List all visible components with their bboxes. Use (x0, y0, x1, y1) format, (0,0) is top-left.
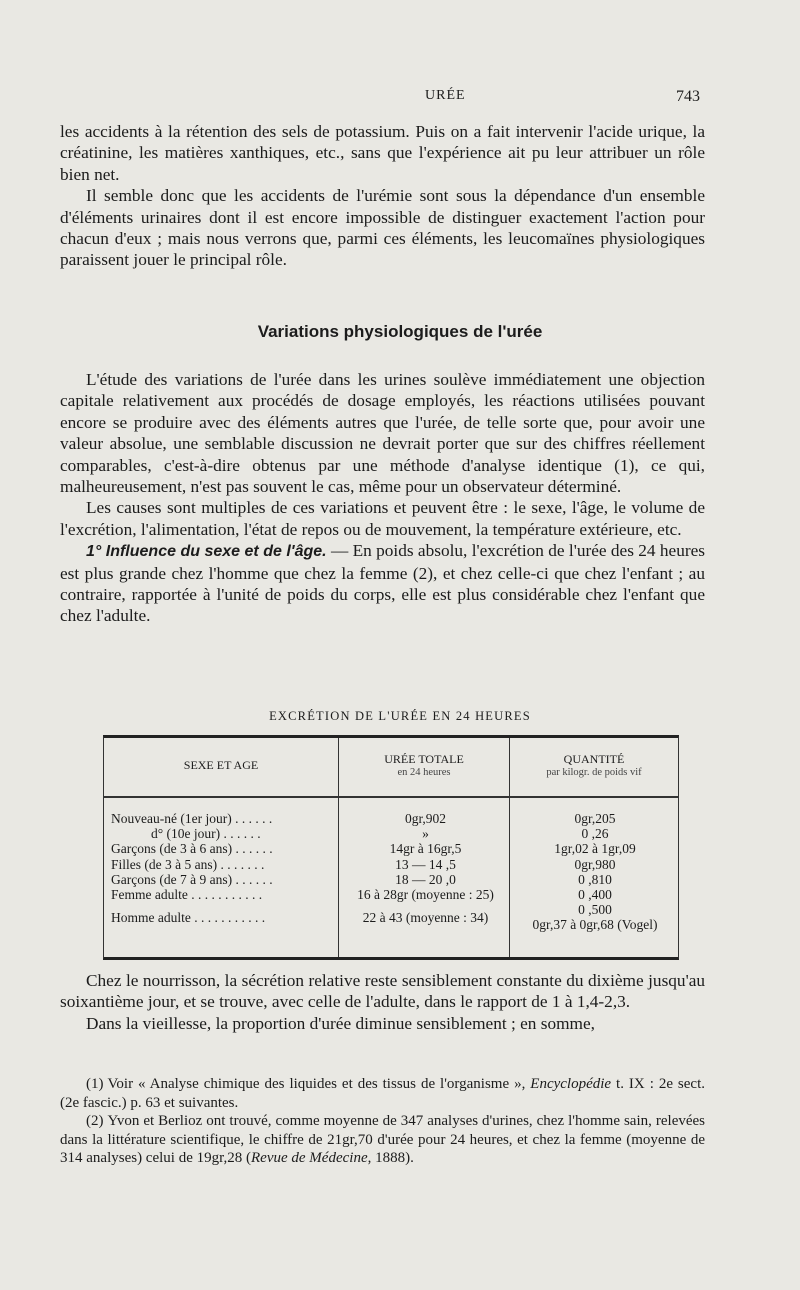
table-cell-per-kg: 0gr,37 à 0gr,68 (Vogel) (532, 917, 658, 933)
influence-heading: 1° Influence du sexe et de l'âge. (86, 543, 327, 561)
table-cell-per-kg: 0 ,810 (578, 871, 612, 887)
table-cell-per-kg: 0 ,26 (581, 826, 609, 842)
body-paragraph: Les causes sont multiples de ces variations et peuvent être : le sexe, l'âge, le volume de l'excrétion, l'alimentation, l'état de repos ou de mouvement, la température extérieure, etc. (60, 498, 705, 539)
intro-text (60, 121, 705, 271)
table-cell-per-kg: 1gr,02 à 1gr,09 (554, 841, 636, 857)
journal-title: Encyclopédie (530, 1076, 612, 1092)
total-urea-column (342, 811, 509, 925)
body-paragraph: L'étude des variations de l'urée dans les urines soulève immédiatement une objection capitale relativement aux procédés de dosage employés, les réactions utilisées pouvant encore se produire avec des éléments autres que l'urée, de telle sorte que, pour avoir une valeur absolue, une semblable discussion ne devrait porter que sur des chiffres réellement comparables, c'est-à-dire obtenus par une méthode d'analyse identique (1), ce qui, malheureusement, n'est pas souvent le cas, même pour un observateur déterminé. (60, 370, 705, 497)
page-header (60, 88, 700, 110)
per-kg-column (512, 811, 678, 933)
page-number: 743 (676, 88, 700, 105)
table-cell-per-kg: 0 ,400 (578, 886, 612, 902)
table-cell-total: 13 — 14 ,5 (395, 856, 456, 872)
table-row-label: Garçons (de 3 à 6 ans) . . . . . . (111, 841, 273, 857)
journal-title: Revue de Médecine (251, 1150, 368, 1166)
table-caption: EXCRÉTION DE L'URÉE EN 24 HEURES (269, 709, 531, 723)
column-header-sex-age: SEXE ET AGE (183, 758, 259, 772)
footnote-number: (2) (86, 1113, 104, 1129)
footnote: (2) Yvon et Berlioz ont trouvé, comme moyenne de 347 analyses d'urines, chez l'homme sain, relevées dans la littérature scientifique, le chiffre de 21gr,70 d'urée pour 24 heures, et chez la femme (moyenne de 314 analyses) celui de 19gr,28 (Revue de Médecine, 1888). (60, 1113, 705, 1166)
influence-paragraph (60, 540, 705, 627)
footnotes (60, 1075, 705, 1168)
table-cell-total: 18 — 20 ,0 (395, 871, 456, 887)
header-rule (104, 796, 678, 798)
table-cell-total: » (422, 826, 429, 842)
footnote: (1) Voir « Analyse chimique des liquides et des tissus de l'organisme », Encyclopédie t. IX : 2e sect. (2e fascic.) p. 63 et suivantes. (60, 1076, 705, 1111)
column-header-per-kg: QUANTITÉ par kilogr. de poids vif (546, 752, 642, 778)
table-cell-per-kg: 0gr,980 (574, 856, 616, 872)
footnote-number: (1) (86, 1076, 104, 1092)
section-title: Variations physiologiques de l'urée (257, 322, 543, 341)
sex-age-column (111, 811, 341, 925)
table-cell-total: 0gr,902 (404, 811, 447, 826)
table-cell-total: 14gr à 16gr,5 (389, 841, 462, 857)
table-row-label: Homme adulte . . . . . . . . . . . (111, 910, 266, 926)
intro-paragraph: les accidents à la rétention des sels de potassium. Puis on a fait intervenir l'acide urique, la créatinine, les matières xanthiques, etc., sans que l'expérience ait pu leur attribuer un rôle bien net. (60, 122, 705, 184)
table-row-label: Femme adulte . . . . . . . . . . . (111, 886, 263, 902)
after-table-text (60, 970, 705, 1034)
table-cell-per-kg: 0gr,205 (574, 811, 616, 826)
table-cell-per-kg: 0 ,500 (578, 902, 612, 918)
column-header-total-urea: URÉE TOTALE en 24 heures (384, 752, 464, 778)
running-head: URÉE (425, 88, 466, 103)
table-cell-total: 16 à 28gr (moyenne : 25) (357, 886, 494, 902)
intro-paragraph: Il semble donc que les accidents de l'urémie sont sous la dépendance d'un ensemble d'éléments urinaires dont il est encore impossible de distinguer exactement l'action pour chacun d'eux ; mais nous verrons que, parmi ces éléments, les leucomaïnes physiologiques paraissent jouer le principal rôle. (60, 186, 705, 270)
table-cell-total: 22 à 43 (moyenne : 34) (362, 910, 489, 926)
table-row-label: d° (10e jour) . . . . . . (151, 826, 261, 842)
body-paragraph: Chez le nourrisson, la sécrétion relative reste sensiblement constante du dixième jusqu'au soixantième jour, et se trouve, avec celle de l'adulte, dans le rapport de 1 à 1,4-2,3. (60, 971, 705, 1012)
table-row-label: Garçons (de 7 à 9 ans) . . . . . . (111, 871, 273, 887)
table-row-label: Nouveau-né (1er jour) . . . . . . (111, 811, 273, 826)
urea-excretion-table (103, 735, 679, 960)
section-text (60, 369, 705, 627)
body-paragraph: Dans la vieillesse, la proportion d'urée diminue sensiblement ; en somme, (86, 1013, 595, 1033)
influence-text: — En poids absolu, l'excrétion de l'urée des 24 heures est plus grande chez l'homme que chez la femme (2), et chez celle-ci que chez l'enfant ; au contraire, rapportée à l'unité de poids du corps, elle est plus considérable chez l'enfant que chez l'adulte. (60, 541, 705, 626)
table-row-label: Filles (de 3 à 5 ans) . . . . . . . (111, 856, 265, 872)
